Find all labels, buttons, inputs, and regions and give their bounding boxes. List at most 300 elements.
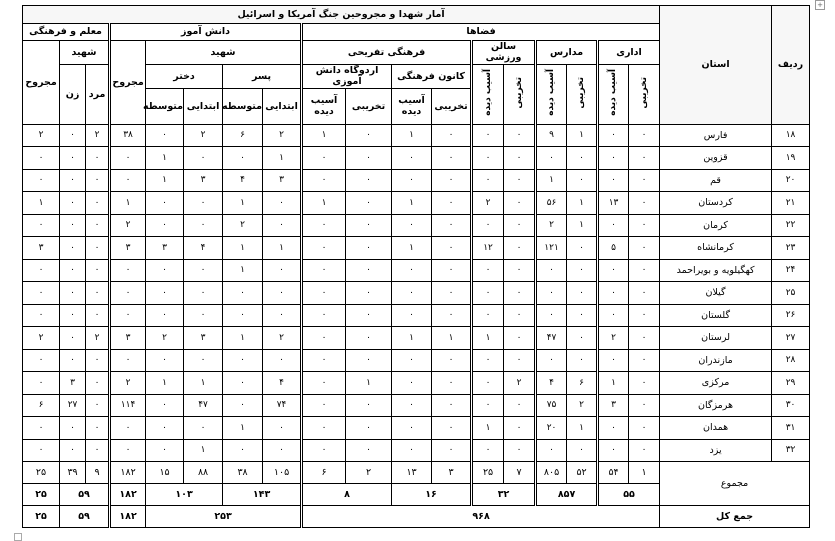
data-cell: ۶ (223, 124, 263, 147)
data-cell: ۰ (110, 417, 146, 440)
data-cell: ۰ (472, 282, 504, 305)
data-cell: ۰ (60, 214, 86, 237)
total-cell: ۵۴ (598, 462, 629, 484)
data-cell: ۴۷ (536, 327, 567, 350)
header-teacher-man: مرد (86, 64, 110, 124)
grand-total-teachers-injured: ۲۵ (23, 506, 60, 528)
province-name: قزوین (660, 147, 772, 170)
table-title: آمار شهدا و مجروحین جنگ آمریکا و اسرائیل (23, 6, 660, 24)
table-row (23, 349, 810, 372)
data-cell: ۰ (60, 192, 86, 215)
data-cell: ۰ (346, 394, 392, 417)
data-cell: ۲۷ (60, 394, 86, 417)
header-admin-damaged: آسیب دیده (598, 64, 629, 124)
province-name: مازندران (660, 349, 772, 372)
data-cell: ۰ (110, 169, 146, 192)
table-row (23, 192, 810, 215)
data-cell: ۴ (184, 237, 223, 260)
data-cell: ۰ (86, 214, 110, 237)
province-name: مرکزی (660, 372, 772, 395)
data-cell: ۲ (23, 124, 60, 147)
data-cell: ۰ (392, 372, 432, 395)
data-cell: ۰ (146, 192, 184, 215)
header-boy-primary: ابتدایی (263, 88, 302, 124)
header-students-injured: مجروح (110, 41, 146, 125)
header-girl-primary: ابتدایی (184, 88, 223, 124)
data-cell: ۰ (598, 259, 629, 282)
header-row-number: ردیف (772, 6, 810, 125)
data-cell: ۰ (432, 237, 472, 260)
total-cell: ۱۳ (392, 462, 432, 484)
grand-total-students-injured: ۱۸۲ (110, 506, 146, 528)
data-cell: ۰ (86, 259, 110, 282)
data-cell: ۰ (86, 304, 110, 327)
header-boy-secondary: متوسطه (223, 88, 263, 124)
total-cell: ۸۸ (184, 462, 223, 484)
subtotal-girl: ۱۰۳ (146, 484, 223, 506)
data-cell: ۰ (504, 327, 536, 350)
data-cell: ۰ (60, 349, 86, 372)
province-name: گلستان (660, 304, 772, 327)
data-cell: ۰ (302, 372, 346, 395)
total-cell: ۲ (346, 462, 392, 484)
data-cell: ۰ (184, 214, 223, 237)
data-cell: ۰ (23, 214, 60, 237)
data-cell: ۰ (60, 327, 86, 350)
province-name: کرمان (660, 214, 772, 237)
province-name: گیلان (660, 282, 772, 305)
data-cell: ۰ (184, 259, 223, 282)
data-cell: ۰ (60, 439, 86, 462)
data-cell: ۲ (263, 327, 302, 350)
data-cell: ۰ (86, 169, 110, 192)
data-cell: ۵ (598, 237, 629, 260)
province-name: هرمزگان (660, 394, 772, 417)
header-girl-secondary: متوسطه (146, 88, 184, 124)
table-row (23, 214, 810, 237)
data-cell: ۰ (432, 282, 472, 305)
data-cell: ۰ (23, 349, 60, 372)
data-cell: ۱ (598, 372, 629, 395)
data-cell: ۱ (223, 237, 263, 260)
data-cell: ۰ (223, 282, 263, 305)
data-cell: ۰ (60, 282, 86, 305)
data-cell: ۰ (223, 147, 263, 170)
data-cell: ۰ (146, 439, 184, 462)
data-cell: ۰ (432, 417, 472, 440)
data-cell: ۱ (567, 192, 598, 215)
data-cell: ۰ (629, 439, 660, 462)
data-cell: ۰ (432, 169, 472, 192)
subtotal-student-camp: ۸ (302, 484, 392, 506)
data-cell: ۱ (302, 192, 346, 215)
table-body (23, 124, 810, 462)
header-sports-hall: سالن ورزشی (472, 41, 536, 65)
data-cell: ۰ (432, 147, 472, 170)
total-cell: ۷ (504, 462, 536, 484)
subtotal-administrative: ۵۵ (598, 484, 660, 506)
data-cell: ۰ (629, 124, 660, 147)
data-cell: ۰ (263, 439, 302, 462)
data-cell: ۰ (392, 394, 432, 417)
data-cell: ۰ (23, 439, 60, 462)
row-number: ۱۹ (772, 147, 810, 170)
data-cell: ۰ (629, 282, 660, 305)
data-cell: ۰ (472, 124, 504, 147)
data-cell: ۰ (60, 147, 86, 170)
data-cell: ۰ (346, 192, 392, 215)
data-cell: ۲ (472, 192, 504, 215)
data-cell: ۰ (629, 259, 660, 282)
data-cell: ۰ (598, 282, 629, 305)
data-cell: ۳ (23, 237, 60, 260)
data-cell: ۳ (110, 327, 146, 350)
data-cell: ۰ (504, 237, 536, 260)
data-cell: ۰ (598, 417, 629, 440)
data-cell: ۰ (432, 304, 472, 327)
table-row (23, 282, 810, 305)
table-row (23, 439, 810, 462)
data-cell: ۲ (504, 372, 536, 395)
data-cell: ۲ (223, 214, 263, 237)
data-cell: ۰ (504, 282, 536, 305)
total-cell: ۶ (302, 462, 346, 484)
data-cell: ۰ (629, 304, 660, 327)
table-row (23, 394, 810, 417)
data-cell: ۳ (60, 372, 86, 395)
data-cell: ۰ (263, 214, 302, 237)
data-cell: ۱ (432, 327, 472, 350)
data-cell: ۰ (302, 304, 346, 327)
data-cell: ۰ (184, 192, 223, 215)
data-cell: ۰ (184, 147, 223, 170)
total-cell: ۲۵ (23, 462, 60, 484)
data-cell: ۰ (567, 439, 598, 462)
data-cell: ۰ (263, 349, 302, 372)
subtotal-cultural-center: ۱۶ (392, 484, 472, 506)
data-cell: ۰ (302, 237, 346, 260)
data-cell: ۰ (629, 417, 660, 440)
data-cell: ۰ (302, 147, 346, 170)
data-cell: ۰ (223, 349, 263, 372)
data-cell: ۰ (536, 259, 567, 282)
data-cell: ۰ (504, 169, 536, 192)
row-number: ۳۲ (772, 439, 810, 462)
header-sports-destroyed: تخریبی (504, 64, 536, 124)
row-number: ۲۵ (772, 282, 810, 305)
table-row (23, 327, 810, 350)
data-cell: ۰ (472, 304, 504, 327)
header-girl: دختر (146, 64, 223, 88)
data-cell: ۰ (392, 439, 432, 462)
data-cell: ۰ (60, 417, 86, 440)
data-cell: ۰ (86, 237, 110, 260)
data-cell: ۰ (598, 304, 629, 327)
data-cell: ۰ (432, 372, 472, 395)
data-cell: ۱ (184, 372, 223, 395)
data-cell: ۰ (146, 259, 184, 282)
header-camp-damaged: آسیب دیده (302, 88, 346, 124)
table-row (23, 417, 810, 440)
data-cell: ۰ (567, 282, 598, 305)
total-cell: ۳۹ (60, 462, 86, 484)
data-cell: ۰ (110, 282, 146, 305)
total-cell: ۱۸۲ (110, 462, 146, 484)
data-cell: ۲ (86, 124, 110, 147)
data-cell: ۰ (392, 259, 432, 282)
data-cell: ۰ (432, 394, 472, 417)
data-cell: ۲ (110, 214, 146, 237)
subtotal-sports-hall: ۳۲ (472, 484, 536, 506)
province-name: کرمانشاه (660, 237, 772, 260)
data-cell: ۰ (504, 124, 536, 147)
total-cell: ۳ (432, 462, 472, 484)
row-number: ۳۰ (772, 394, 810, 417)
data-cell: ۰ (598, 349, 629, 372)
row-number: ۲۲ (772, 214, 810, 237)
subtotal-students-injured: ۱۸۲ (110, 484, 146, 506)
data-cell: ۲ (263, 124, 302, 147)
row-number: ۲۹ (772, 372, 810, 395)
data-cell: ۰ (302, 349, 346, 372)
data-cell: ۰ (392, 417, 432, 440)
data-cell: ۰ (567, 349, 598, 372)
data-cell: ۰ (504, 439, 536, 462)
data-cell: ۱ (146, 372, 184, 395)
header-teachers: معلم و فرهنگی (23, 24, 110, 41)
header-spaces: فضاها (302, 24, 660, 41)
total-cell: ۸۰۵ (536, 462, 567, 484)
data-cell: ۳ (184, 327, 223, 350)
data-cell: ۰ (223, 394, 263, 417)
data-cell: ۹ (536, 124, 567, 147)
data-cell: ۰ (86, 417, 110, 440)
data-cell: ۱ (536, 169, 567, 192)
total-cell: ۳۸ (223, 462, 263, 484)
data-cell: ۰ (504, 417, 536, 440)
header-sports-damaged: آسیب دیده (472, 64, 504, 124)
data-cell: ۱ (23, 192, 60, 215)
data-cell: ۰ (302, 169, 346, 192)
province-name: همدان (660, 417, 772, 440)
province-name: قم (660, 169, 772, 192)
data-cell: ۰ (263, 192, 302, 215)
data-cell: ۲ (567, 394, 598, 417)
data-cell: ۰ (146, 282, 184, 305)
header-camp-destroyed: تخریبی (346, 88, 392, 124)
data-cell: ۰ (302, 439, 346, 462)
data-cell: ۰ (23, 259, 60, 282)
data-cell: ۰ (23, 147, 60, 170)
data-cell: ۰ (432, 124, 472, 147)
data-cell: ۳ (598, 394, 629, 417)
grand-total-spaces: ۹۶۸ (302, 506, 660, 528)
data-cell: ۰ (598, 124, 629, 147)
table-row (23, 124, 810, 147)
data-cell: ۰ (598, 169, 629, 192)
table-row (23, 169, 810, 192)
data-cell: ۰ (346, 304, 392, 327)
data-cell: ۰ (392, 349, 432, 372)
table-row (23, 237, 810, 260)
data-cell: ۰ (86, 372, 110, 395)
data-cell: ۰ (432, 439, 472, 462)
data-cell: ۰ (567, 259, 598, 282)
data-cell: ۰ (23, 282, 60, 305)
header-students: دانش آموز (110, 24, 302, 41)
data-cell: ۰ (86, 349, 110, 372)
data-cell: ۰ (536, 304, 567, 327)
province-name: فارس (660, 124, 772, 147)
header-teachers-martyr: شهید (60, 41, 110, 65)
data-cell: ۰ (60, 169, 86, 192)
data-cell: ۰ (263, 304, 302, 327)
row-number: ۲۱ (772, 192, 810, 215)
data-cell: ۰ (302, 259, 346, 282)
data-cell: ۱ (392, 327, 432, 350)
grand-total-students-martyr: ۲۵۳ (146, 506, 302, 528)
data-cell: ۴۷ (184, 394, 223, 417)
data-cell: ۱ (567, 124, 598, 147)
data-cell: ۰ (392, 282, 432, 305)
data-cell: ۰ (432, 192, 472, 215)
data-cell: ۰ (302, 214, 346, 237)
header-boy: پسر (223, 64, 302, 88)
data-cell: ۰ (263, 417, 302, 440)
data-cell: ۰ (472, 372, 504, 395)
data-cell: ۰ (504, 147, 536, 170)
data-cell: ۰ (146, 214, 184, 237)
data-cell: ۰ (263, 282, 302, 305)
data-cell: ۰ (110, 304, 146, 327)
data-cell: ۰ (86, 394, 110, 417)
data-cell: ۲ (536, 214, 567, 237)
data-cell: ۰ (86, 282, 110, 305)
data-cell: ۰ (223, 439, 263, 462)
data-cell: ۱ (263, 237, 302, 260)
data-cell: ۲ (23, 327, 60, 350)
data-cell: ۰ (432, 349, 472, 372)
header-schools: مدارس (536, 41, 598, 65)
data-cell: ۰ (110, 147, 146, 170)
data-cell: ۰ (432, 259, 472, 282)
total-cell: ۱ (629, 462, 660, 484)
data-cell: ۰ (392, 214, 432, 237)
data-cell: ۰ (536, 147, 567, 170)
data-cell: ۱ (472, 417, 504, 440)
stats-table-container (22, 5, 809, 528)
data-cell: ۰ (23, 304, 60, 327)
data-cell: ۰ (472, 214, 504, 237)
data-cell: ۰ (146, 349, 184, 372)
data-cell: ۱ (223, 327, 263, 350)
data-cell: ۱ (184, 439, 223, 462)
row-number: ۲۶ (772, 304, 810, 327)
data-cell: ۰ (346, 282, 392, 305)
header-cultural-center: کانون فرهنگی (392, 64, 472, 88)
data-cell: ۰ (86, 439, 110, 462)
province-name: لرستان (660, 327, 772, 350)
data-cell: ۰ (184, 349, 223, 372)
data-cell: ۰ (184, 282, 223, 305)
table-row (23, 372, 810, 395)
data-cell: ۱ (567, 417, 598, 440)
data-cell: ۱ (472, 327, 504, 350)
data-cell: ۰ (629, 169, 660, 192)
data-cell: ۰ (504, 192, 536, 215)
total-cell: ۱۰۵ (263, 462, 302, 484)
row-number: ۲۴ (772, 259, 810, 282)
data-cell: ۰ (184, 304, 223, 327)
data-cell: ۰ (146, 417, 184, 440)
data-cell: ۰ (23, 169, 60, 192)
data-cell: ۱ (392, 237, 432, 260)
data-cell: ۰ (263, 259, 302, 282)
total-cell: ۲۵ (472, 462, 504, 484)
totals-label: مجموع (660, 462, 810, 506)
data-cell: ۰ (302, 394, 346, 417)
data-cell: ۴ (223, 169, 263, 192)
province-name: کردستان (660, 192, 772, 215)
data-cell: ۱۳ (598, 192, 629, 215)
data-cell: ۰ (60, 259, 86, 282)
grand-total-teachers-martyr: ۵۹ (60, 506, 110, 528)
data-cell: ۰ (567, 304, 598, 327)
table-row (23, 259, 810, 282)
casualties-table (22, 5, 810, 528)
data-cell: ۰ (86, 147, 110, 170)
table-move-handle-icon[interactable]: + (815, 0, 825, 10)
subtotal-boy: ۱۴۳ (223, 484, 302, 506)
data-cell: ۱ (346, 372, 392, 395)
data-cell: ۰ (346, 439, 392, 462)
data-cell: ۰ (504, 304, 536, 327)
header-province: استان (660, 6, 772, 125)
data-cell: ۰ (346, 349, 392, 372)
data-cell: ۰ (302, 417, 346, 440)
data-cell: ۴ (536, 372, 567, 395)
data-cell: ۳۸ (110, 124, 146, 147)
data-cell: ۷۴ (263, 394, 302, 417)
data-cell: ۰ (184, 417, 223, 440)
data-cell: ۰ (629, 237, 660, 260)
data-cell: ۰ (629, 327, 660, 350)
data-cell: ۱ (392, 192, 432, 215)
data-cell: ۲ (86, 327, 110, 350)
data-cell: ۳ (110, 237, 146, 260)
data-cell: ۰ (629, 192, 660, 215)
data-cell: ۶ (567, 372, 598, 395)
data-cell: ۰ (504, 259, 536, 282)
data-cell: ۳ (184, 169, 223, 192)
data-cell: ۰ (60, 124, 86, 147)
data-cell: ۰ (346, 259, 392, 282)
data-cell: ۰ (23, 372, 60, 395)
data-cell: ۱ (146, 169, 184, 192)
data-cell: ۰ (536, 349, 567, 372)
header-teacher-woman: زن (60, 64, 86, 124)
total-cell: ۵۲ (567, 462, 598, 484)
data-cell: ۰ (86, 192, 110, 215)
data-cell: ۰ (629, 147, 660, 170)
header-student-camp: اردوگاه دانش آموزی (302, 64, 392, 88)
data-cell: ۱ (146, 147, 184, 170)
data-cell: ۱ (302, 124, 346, 147)
data-cell: ۰ (146, 124, 184, 147)
data-cell: ۰ (567, 327, 598, 350)
data-cell: ۳ (263, 169, 302, 192)
header-cultural-destroyed: تخریبی (432, 88, 472, 124)
